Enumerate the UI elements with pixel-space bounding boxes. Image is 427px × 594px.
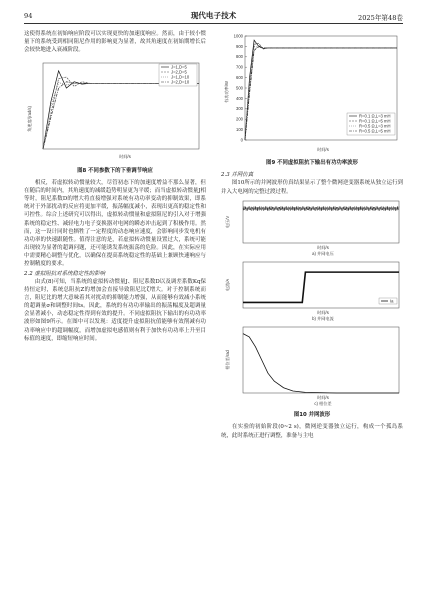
figure-9-ytick-label: 0	[240, 137, 243, 143]
figure-10b-subcaption: b) 并网电流	[312, 315, 334, 321]
paragraph-1: 相反，若虚拟转动惯量较大，尽管初态下的加速度增益不那么显著，但在随后的时间内，其角速度的减缓趋势明显更为平缓；而当虚拟转动惯量J相等时，阻尼系数D的增大将直接增强对系统有功功率变动的抑制效果，即系统对于外部扰动的反应将更加平缓，振荡幅度减小，表现出更高的稳定性和可控性。综合上述研究可以得出，虚拟转动惯量和虚拟阻尼的引入对于增强系统的稳定性、减轻电力电子变换器对电网的瞬态冲击起到了积极作用。然而，这一设计同时也牺牲了一定程度的动态响应速度，会影响同步发电机有功功率的快速跟随性。值得注意的是，若虚拟转动惯量设置过大，系统可能出现较为显著的超调问题，还可能诱发系统振荡的危险。因此，在实际应用中需要精心调整与优化，以确保在提高系统稳定性的基础上兼顾快速响应与控制精度的要求。	[24, 179, 206, 268]
figure-9-ytick-label: 200	[236, 116, 243, 122]
figure-8	[24, 57, 206, 174]
figure-9-chart	[221, 30, 403, 154]
figure-8-chart	[24, 57, 206, 161]
figure-10a-chart	[221, 198, 403, 256]
page-number: 94	[24, 12, 33, 20]
figure-9-ytick-label: 600	[236, 75, 243, 80]
paragraph-2: 由式(8)可知，当系统的虚拟转动惯量J、阻尼系数D以及调差系数Kq保持恒定时，系统总阻抗Z的增加会直接导致阻尼比ζ增大。对于控制系统而言，阻尼比的增大意味着其对扰动的抑制能力增强，从而能够有效减小系统的超调量σ和调整时间ts。因此，系统的有功功率输出的振荡幅度及超调量会显著减小，动态稳定性得到有效的提升。不同虚拟阻抗下输出的有功功率波形如图9所示。在图中可以发现：适度提升虚拟阻抗值能够有效削减有功功率响应中的超调幅度，而增加虚拟电感值则有利于加快有功功率上升至目标值的速度，即缩短响应时间。	[24, 278, 206, 342]
figure-10b-legend-label: Ia	[390, 298, 394, 304]
intro-paragraph: 这使得系统在初始响应阶段可以实现更快的加速度响应。然而，由于较小惯量下的系统受到相同阻尼作用的影响更为显著，故其角速度在初始期增长后会较快地进入衰减阶段。	[24, 31, 206, 54]
figure-9-ytick-label: 100	[236, 127, 243, 132]
figure-9-legend-label: R=0.1 Ω,L=5 mH	[359, 118, 391, 124]
figure-10b-xlabel: 时间/s	[317, 309, 329, 315]
section-heading-2-2: 2.2 虚拟阻抗对系统稳定性的影响	[24, 270, 106, 277]
figure-9-ylabel: 有功功率/W	[224, 81, 229, 103]
page-header	[24, 8, 403, 24]
figure-10c-chart	[221, 324, 403, 406]
figure-10c-xlabel: 时间/s	[317, 395, 329, 401]
figure-8-ylabel: 角速度/(rad/s)	[27, 106, 32, 133]
figure-8-legend-label: J=2,D=5	[171, 69, 187, 75]
figure-9-xlabel: 时间/s	[317, 147, 329, 152]
figure-10b-series-1	[243, 272, 399, 302]
paragraph-3: 图10所示的并网波形仿真结果显示了整个微网逆变器系统从独立运行到并入大电网的完整过渡过程。	[221, 180, 403, 195]
figure-10a-series-1	[243, 206, 399, 210]
figure-10b-chart	[221, 259, 403, 321]
figure-10b-ylabel: 电流/A	[225, 278, 230, 292]
figure-10c-plot-frame	[243, 327, 399, 393]
figure-9-legend-label: R=0.5 Ω,L=3 mH	[359, 123, 391, 129]
figure-10-caption: 图10 并网波形	[293, 412, 331, 419]
figure-8-legend-label: J=1,D=5	[171, 64, 187, 70]
figure-8-legend-label: J=2,D=10	[171, 79, 190, 85]
journal-title: 现代电子技术	[190, 11, 237, 20]
figure-10a-subcaption: a) 并网电压	[312, 250, 334, 256]
figure-8-series-3	[43, 83, 199, 149]
figure-8-legend-label: J=1,D=10	[171, 74, 190, 80]
figure-9-ytick-label: 700	[236, 64, 243, 70]
figure-10	[221, 198, 403, 420]
figure-9-ytick-label: 300	[236, 106, 243, 112]
figure-10b-plot-frame	[243, 262, 399, 308]
figure-8-xlabel: 时间/s	[119, 154, 131, 160]
volume-info: 2025年第48卷	[358, 14, 403, 22]
paragraph-4: 在实验的初始阶段(0~2 s)，微网逆变器独立运行，构成一个孤岛系统，此时系统正进行调整，准备与主电	[221, 424, 403, 439]
figure-9	[221, 30, 403, 167]
figure-9-ytick-label: 1000	[233, 33, 243, 39]
figure-10c-series-1	[243, 334, 399, 393]
figure-9-legend-label: R=0.5 Ω,L=5 mH	[359, 128, 391, 134]
figure-9-ytick-label: 500	[236, 85, 243, 91]
right-column	[221, 30, 403, 440]
figure-10c-ylabel: 相位差/rad	[225, 350, 230, 370]
figure-10a-xlabel: 时间/s	[317, 244, 329, 250]
figure-8-caption: 图8 不同参数下的下垂调节响应	[77, 167, 153, 174]
figure-9-ytick-label: 900	[236, 43, 243, 49]
figure-9-legend-label: R=0.1 Ω,L=3 mH	[359, 113, 391, 119]
figure-10c-subcaption: c) 相位差	[314, 401, 332, 407]
figure-9-ytick-label: 400	[236, 95, 243, 101]
figure-10a-ylabel: 电压/V	[225, 215, 230, 228]
section-heading-2-3: 2.3 并网仿真	[221, 172, 254, 179]
figure-8-series-4	[43, 79, 199, 149]
figure-9-caption: 图9 不同虚拟阻抗下输出有功功率波形	[266, 160, 358, 167]
figure-9-ytick-label: 800	[236, 54, 243, 60]
left-column	[24, 30, 206, 343]
